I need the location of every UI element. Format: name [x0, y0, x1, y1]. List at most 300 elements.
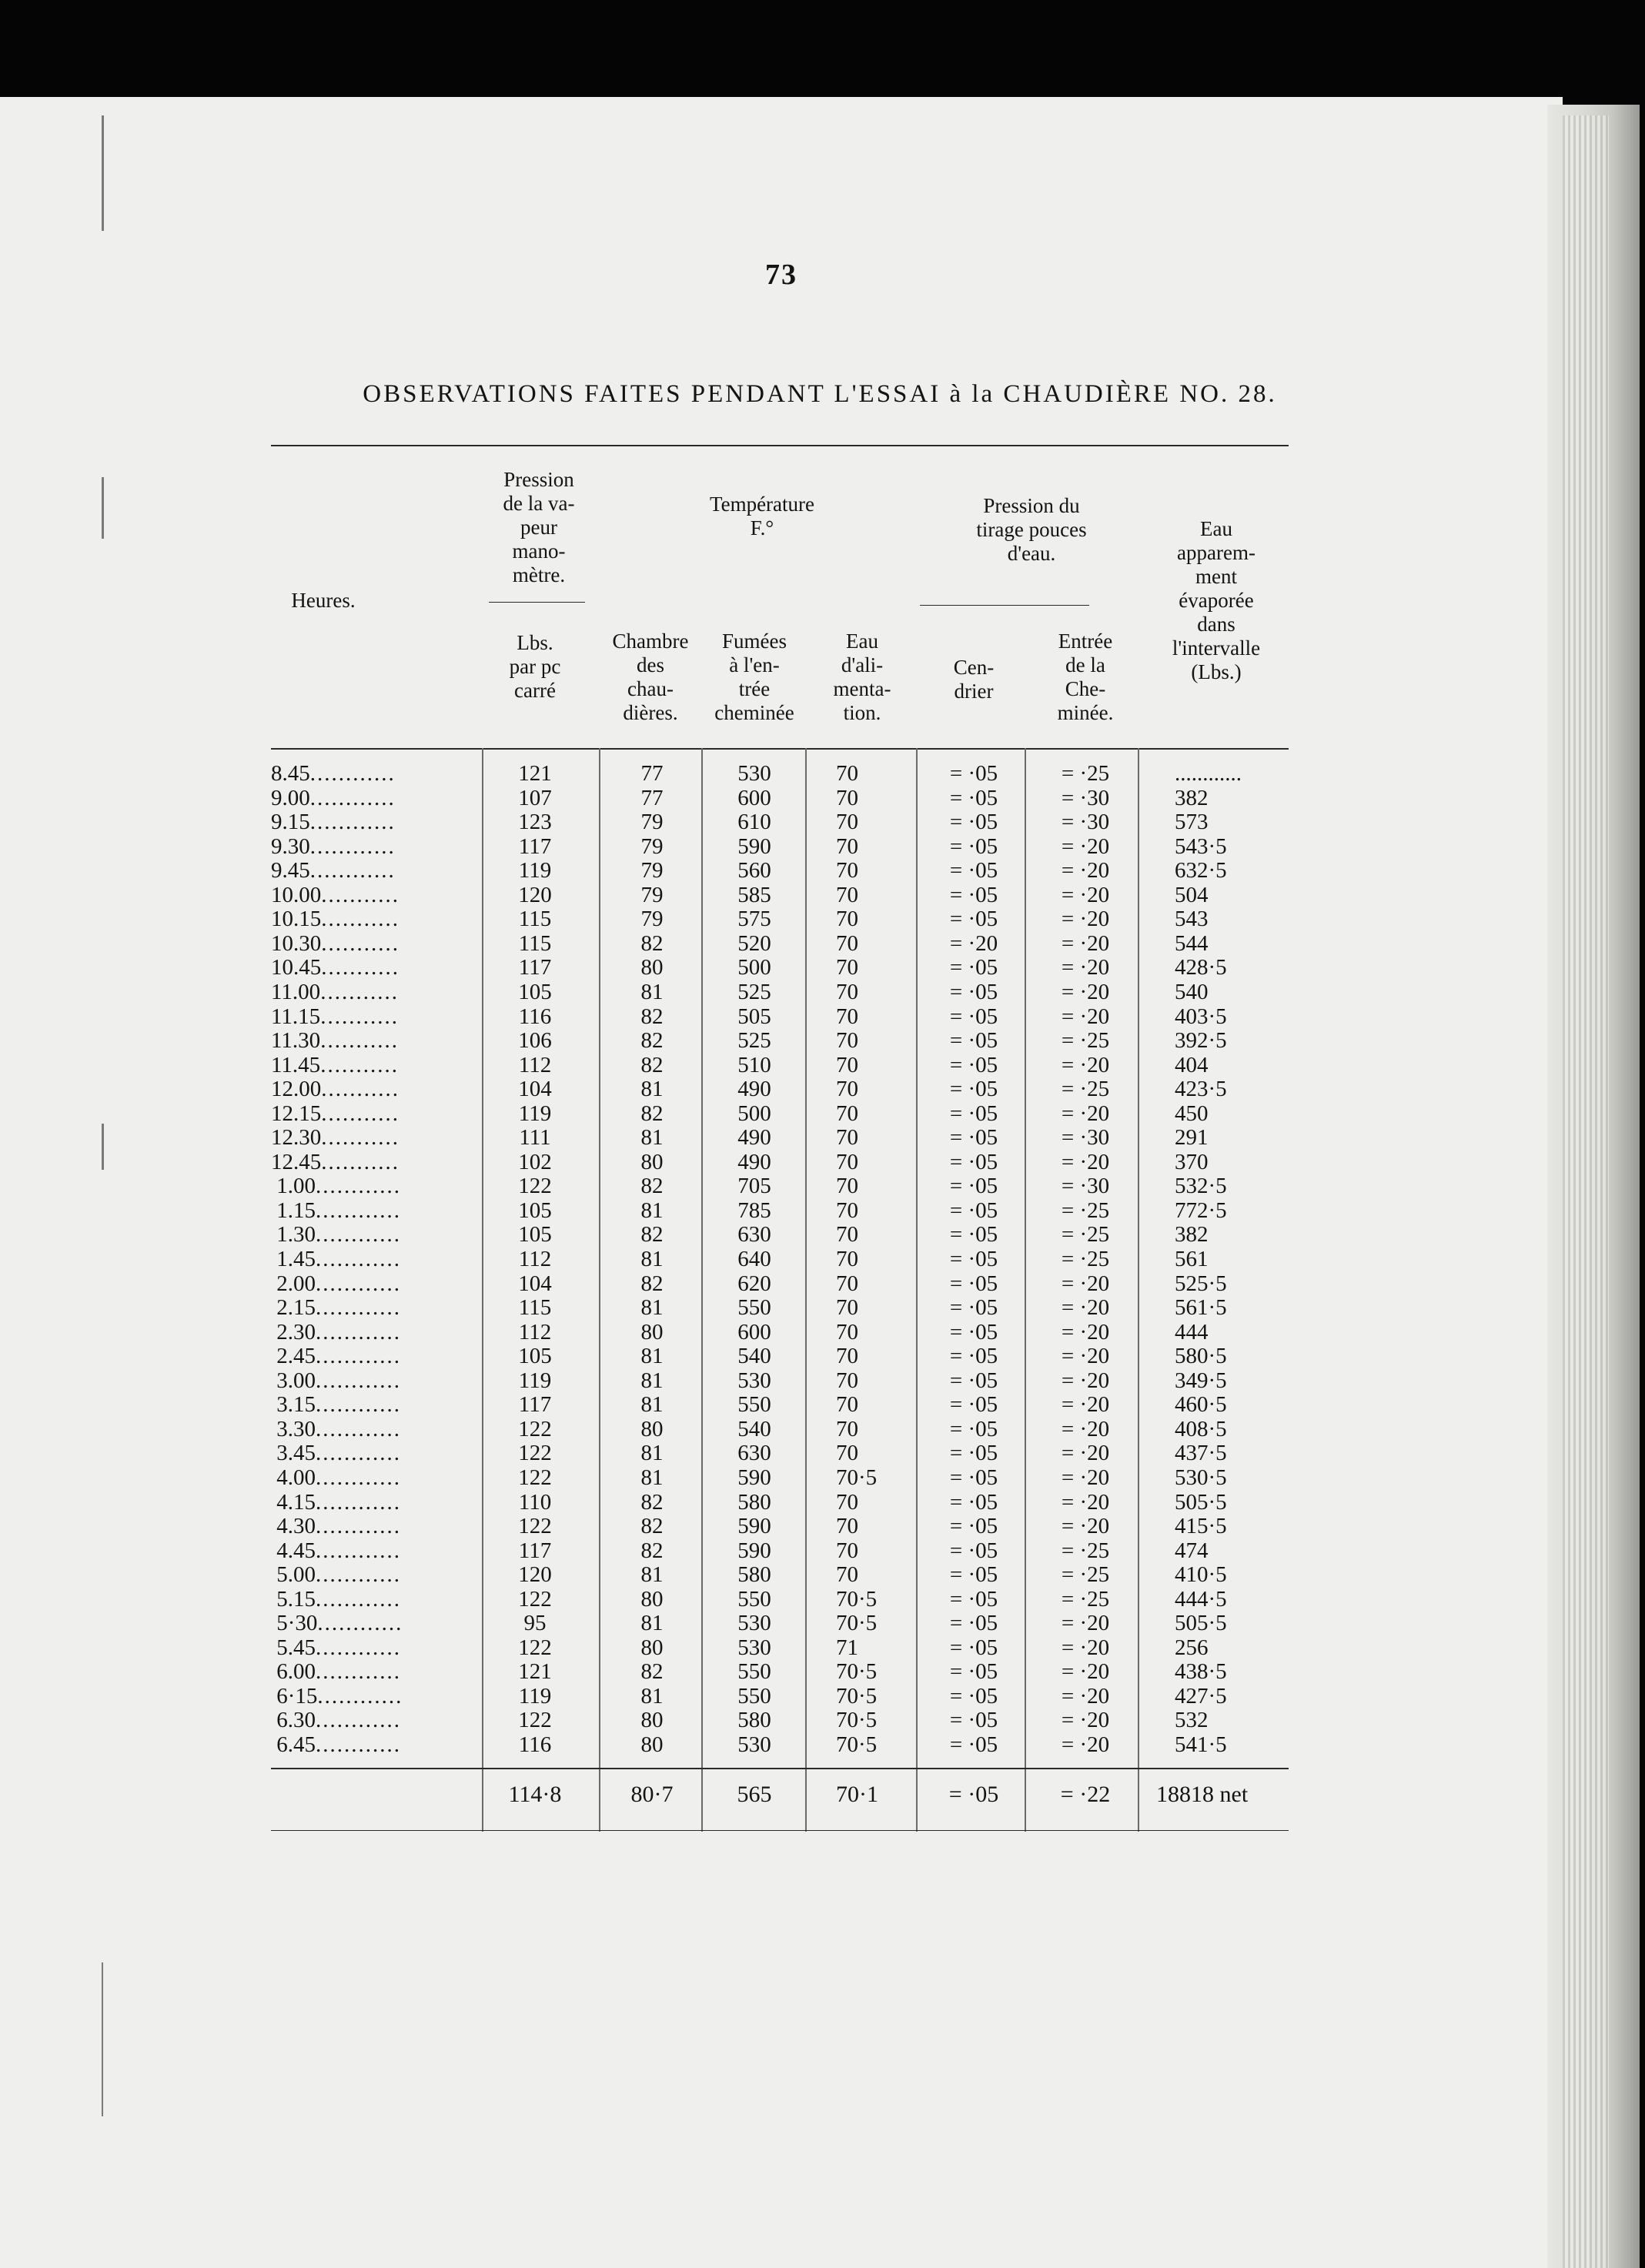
table-row — [0, 1515, 1540, 1539]
row-eau: 70 — [836, 1416, 858, 1441]
row-time-label: 1.00 — [271, 1174, 316, 1199]
leader-dots: ............ — [316, 1344, 401, 1369]
row-cendrier: = ·05 — [949, 1344, 998, 1369]
row-pression: 105 — [518, 979, 552, 1004]
row-cendrier: = ·05 — [949, 833, 998, 859]
table-row — [0, 1369, 1540, 1394]
row-cendrier: = ·05 — [949, 1708, 998, 1733]
row-evaporee: 427·5 — [1175, 1683, 1227, 1709]
leader-dots: ........... — [321, 1125, 400, 1151]
row-fumees: 580 — [737, 1562, 771, 1588]
row-pression: 122 — [518, 1416, 552, 1441]
row-fumees: 590 — [737, 833, 771, 859]
row-fumees: 580 — [737, 1489, 771, 1515]
page-number: 73 — [765, 259, 797, 291]
row-fumees: 550 — [737, 1295, 771, 1321]
row-entree: = ·20 — [1061, 1489, 1110, 1515]
row-cendrier: = ·05 — [949, 1635, 998, 1660]
row-evaporee: 543·5 — [1175, 833, 1227, 859]
header-rule — [489, 602, 585, 603]
row-chambre: 81 — [640, 1683, 664, 1709]
leader-dots: ............ — [316, 1368, 401, 1393]
row-time — [271, 762, 479, 787]
row-chambre: 80 — [640, 1708, 664, 1733]
leader-dots: ............ — [316, 1562, 401, 1588]
row-time — [271, 1733, 479, 1758]
row-entree: = ·20 — [1061, 1732, 1110, 1757]
row-evaporee: 580·5 — [1175, 1344, 1227, 1369]
row-chambre: 81 — [640, 1247, 664, 1271]
row-time — [271, 1539, 479, 1564]
title-rule — [271, 445, 1289, 446]
table-row — [0, 1660, 1540, 1685]
row-time-label: 11.45 — [271, 1052, 321, 1077]
row-time — [271, 1054, 479, 1078]
leader-dots: ............ — [316, 1441, 401, 1466]
row-evaporee: 561 — [1175, 1247, 1209, 1271]
row-time — [271, 1344, 479, 1369]
row-cendrier: = ·05 — [949, 1416, 998, 1441]
row-entree: = ·30 — [1061, 1174, 1110, 1199]
row-entree: = ·20 — [1061, 930, 1110, 956]
row-time-label: 1.30 — [271, 1222, 316, 1248]
total-entree: = ·22 — [1060, 1782, 1111, 1807]
row-cendrier: = ·05 — [949, 1271, 998, 1296]
row-chambre: 79 — [640, 907, 664, 932]
row-pression: 105 — [518, 1344, 552, 1369]
row-evaporee: 525·5 — [1175, 1271, 1227, 1296]
row-time-label: 1.45 — [271, 1247, 316, 1271]
row-chambre: 81 — [640, 1465, 664, 1490]
row-time-label: 6.00 — [271, 1659, 316, 1685]
row-chambre: 80 — [640, 1319, 664, 1344]
row-cendrier: = ·05 — [949, 1611, 998, 1636]
row-cendrier: = ·05 — [949, 1174, 998, 1199]
row-time-label: 12.00 — [271, 1077, 322, 1102]
leader-dots: ........... — [320, 979, 399, 1004]
row-evaporee: 544 — [1175, 930, 1209, 956]
row-time — [271, 980, 479, 1005]
row-time — [271, 1223, 479, 1248]
row-fumees: 520 — [737, 930, 771, 956]
row-time — [271, 1174, 479, 1199]
row-eau: 70·5 — [836, 1708, 878, 1733]
row-pression: 122 — [518, 1514, 552, 1539]
row-time-label: 11.15 — [271, 1004, 321, 1029]
row-time — [271, 956, 479, 980]
row-time-label: 9.30 — [271, 833, 310, 859]
row-chambre: 81 — [640, 1368, 664, 1393]
row-fumees: 640 — [737, 1247, 771, 1271]
row-evaporee: 410·5 — [1175, 1562, 1227, 1588]
leader-dots: ............ — [316, 1392, 401, 1418]
row-pression: 122 — [518, 1586, 552, 1612]
row-pression: 121 — [518, 761, 552, 786]
row-entree: = ·30 — [1061, 810, 1110, 835]
row-eau: 70 — [836, 1319, 858, 1344]
row-time-label: 5.00 — [271, 1562, 316, 1588]
row-chambre: 81 — [640, 1392, 664, 1418]
leader-dots: ............ — [317, 1683, 403, 1709]
row-eau: 70 — [836, 1562, 858, 1588]
row-entree: = ·20 — [1061, 1149, 1110, 1174]
table-row — [0, 1733, 1540, 1758]
row-time — [271, 1563, 479, 1588]
header-heures: Heures. — [291, 589, 356, 612]
row-fumees: 550 — [737, 1683, 771, 1709]
header-eau-evaporee: Eau apparem- ment évaporée dans l'intervalle (Lbs.) — [1172, 517, 1261, 683]
row-chambre: 79 — [640, 810, 664, 835]
row-eau: 70 — [836, 1222, 858, 1248]
header-pression-vapeur: Pression de la va- peur mano- mètre. — [503, 468, 575, 586]
row-evaporee: 504 — [1175, 882, 1209, 907]
row-entree: = ·30 — [1061, 785, 1110, 810]
row-time-label: 6.45 — [271, 1732, 316, 1757]
leader-dots: ............ — [316, 1465, 401, 1490]
row-evaporee: 543 — [1175, 907, 1209, 932]
row-chambre: 80 — [640, 955, 664, 980]
row-eau: 70 — [836, 1028, 858, 1054]
row-evaporee: 403·5 — [1175, 1004, 1227, 1029]
row-chambre: 81 — [640, 1441, 664, 1466]
table-row — [0, 907, 1540, 932]
table-row — [0, 1491, 1540, 1515]
row-cendrier: = ·05 — [949, 1222, 998, 1248]
row-time — [271, 1491, 479, 1515]
header-entree-cheminee: Entrée de la Che- minée. — [1057, 630, 1114, 724]
row-eau: 70 — [836, 1538, 858, 1563]
row-cendrier: = ·05 — [949, 1319, 998, 1344]
row-pression: 120 — [518, 1562, 552, 1588]
leader-dots: ............ — [309, 761, 396, 786]
leader-dots: ............ — [316, 1586, 401, 1612]
row-chambre: 80 — [640, 1149, 664, 1174]
row-eau: 70 — [836, 1489, 858, 1515]
row-fumees: 530 — [737, 1611, 771, 1636]
row-eau: 70 — [836, 1149, 858, 1174]
row-entree: = ·25 — [1061, 1562, 1110, 1588]
row-eau: 70 — [836, 1392, 858, 1418]
row-chambre: 82 — [640, 1489, 664, 1515]
table-row — [0, 1441, 1540, 1466]
row-time — [271, 835, 479, 860]
row-cendrier: = ·05 — [949, 1101, 998, 1126]
table-row — [0, 1248, 1540, 1272]
leader-dots: ............ — [317, 1611, 403, 1636]
row-time-label: 5·30 — [271, 1611, 318, 1636]
row-chambre: 81 — [640, 1562, 664, 1588]
row-eau: 70 — [836, 1271, 858, 1296]
row-fumees: 525 — [737, 979, 771, 1004]
row-entree: = ·20 — [1061, 882, 1110, 907]
row-pression: 105 — [518, 1222, 552, 1248]
row-entree: = ·20 — [1061, 1708, 1110, 1733]
row-entree: = ·20 — [1061, 1271, 1110, 1296]
row-chambre: 80 — [640, 1416, 664, 1441]
row-time-label: 3.15 — [271, 1392, 316, 1418]
table-row — [0, 1466, 1540, 1491]
row-chambre: 79 — [640, 833, 664, 859]
row-entree: = ·20 — [1061, 1344, 1110, 1369]
row-pression: 104 — [518, 1077, 552, 1102]
row-fumees: 490 — [737, 1077, 771, 1102]
row-fumees: 540 — [737, 1416, 771, 1441]
page-stack-edges — [1563, 115, 1609, 2268]
row-cendrier: = ·05 — [949, 1465, 998, 1490]
row-pression: 112 — [518, 1052, 552, 1077]
row-eau: 70 — [836, 1344, 858, 1369]
row-entree: = ·25 — [1061, 761, 1110, 786]
row-chambre: 81 — [640, 1197, 664, 1223]
row-cendrier: = ·05 — [949, 1538, 998, 1563]
row-evaporee: 404 — [1175, 1052, 1209, 1077]
leader-dots: ............ — [316, 1197, 401, 1223]
table-row — [0, 1199, 1540, 1224]
table-row — [0, 1321, 1540, 1345]
row-time — [271, 1321, 479, 1345]
table-row — [0, 1126, 1540, 1151]
row-pression: 117 — [518, 1392, 552, 1418]
row-time-label: 4.00 — [271, 1465, 316, 1490]
row-fumees: 530 — [737, 1368, 771, 1393]
leader-dots: ............ — [316, 1271, 401, 1296]
row-cendrier: = ·05 — [949, 761, 998, 786]
row-pression: 122 — [518, 1441, 552, 1466]
row-eau: 70 — [836, 930, 858, 956]
leader-dots: ............ — [316, 1732, 401, 1757]
row-entree: = ·20 — [1061, 955, 1110, 980]
row-chambre: 79 — [640, 882, 664, 907]
row-eau: 70·5 — [836, 1465, 878, 1490]
row-time — [271, 1369, 479, 1394]
row-fumees: 525 — [737, 1028, 771, 1054]
row-entree: = ·20 — [1061, 1004, 1110, 1029]
table-row — [0, 1612, 1540, 1636]
total-eau: 70·1 — [836, 1782, 878, 1807]
header-temperature: Température F.° — [709, 493, 815, 539]
row-time-label: 3.30 — [271, 1416, 316, 1441]
row-chambre: 81 — [640, 1077, 664, 1102]
row-chambre: 81 — [640, 1344, 664, 1369]
row-time — [271, 810, 479, 835]
row-pression: 104 — [518, 1271, 552, 1296]
row-chambre: 81 — [640, 1295, 664, 1321]
leader-dots: ........... — [321, 1149, 400, 1174]
row-time-label: 5.45 — [271, 1635, 316, 1660]
row-time-label: 10.45 — [271, 955, 322, 980]
row-evaporee: 505·5 — [1175, 1611, 1227, 1636]
total-chambre: 80·7 — [630, 1782, 674, 1807]
row-entree: = ·25 — [1061, 1028, 1110, 1054]
row-pression: 122 — [518, 1635, 552, 1660]
row-eau: 70 — [836, 785, 858, 810]
row-cendrier: = ·05 — [949, 1441, 998, 1466]
row-cendrier: = ·05 — [949, 785, 998, 810]
row-time — [271, 1393, 479, 1418]
row-eau: 70 — [836, 858, 858, 883]
table-row — [0, 1588, 1540, 1612]
row-eau: 70 — [836, 1247, 858, 1271]
row-fumees: 530 — [737, 1732, 771, 1757]
row-cendrier: = ·05 — [949, 1683, 998, 1709]
row-evaporee: 541·5 — [1175, 1732, 1227, 1757]
row-chambre: 82 — [640, 1222, 664, 1248]
row-eau: 70 — [836, 1368, 858, 1393]
row-cendrier: = ·05 — [949, 1732, 998, 1757]
row-time — [271, 859, 479, 883]
row-time-label: 6.30 — [271, 1708, 316, 1733]
row-cendrier: = ·05 — [949, 858, 998, 883]
table-row — [0, 1344, 1540, 1369]
row-cendrier: = ·05 — [949, 907, 998, 932]
table-row — [0, 1223, 1540, 1248]
row-pression: 117 — [518, 833, 552, 859]
table-row — [0, 1709, 1540, 1733]
leader-dots: ............ — [316, 1247, 401, 1271]
row-entree: = ·20 — [1061, 1319, 1110, 1344]
row-eau: 70 — [836, 907, 858, 932]
leader-dots: ........... — [321, 1077, 400, 1102]
row-time-label: 3.45 — [271, 1441, 316, 1466]
leader-dots: ............ — [309, 858, 396, 883]
header-bottom-rule — [271, 748, 1289, 750]
row-entree: = ·25 — [1061, 1586, 1110, 1612]
row-fumees: 530 — [737, 1635, 771, 1660]
row-time — [271, 1636, 479, 1661]
row-fumees: 575 — [737, 907, 771, 932]
leader-dots: ............ — [316, 1635, 401, 1660]
row-fumees: 560 — [737, 858, 771, 883]
table-row — [0, 1029, 1540, 1054]
row-eau: 70 — [836, 1174, 858, 1199]
row-evaporee: 370 — [1175, 1149, 1209, 1174]
row-time-label: 4.30 — [271, 1514, 316, 1539]
row-chambre: 82 — [640, 1659, 664, 1685]
row-eau: 70·5 — [836, 1683, 878, 1709]
row-cendrier: = ·05 — [949, 882, 998, 907]
row-fumees: 590 — [737, 1538, 771, 1563]
row-time-label: 1.15 — [271, 1197, 316, 1223]
row-time — [271, 1126, 479, 1151]
row-chambre: 80 — [640, 1635, 664, 1660]
row-pression: 117 — [518, 955, 552, 980]
row-fumees: 550 — [737, 1392, 771, 1418]
row-cendrier: = ·05 — [949, 1149, 998, 1174]
row-chambre: 82 — [640, 1101, 664, 1126]
row-fumees: 600 — [737, 1319, 771, 1344]
row-cendrier: = ·05 — [949, 1197, 998, 1223]
row-evaporee: 423·5 — [1175, 1077, 1227, 1102]
row-eau: 70 — [836, 955, 858, 980]
table-title: OBSERVATIONS FAITES PENDANT L'ESSAI à la CHAUDIÈRE NO. 28. — [363, 380, 1277, 408]
row-entree: = ·20 — [1061, 1295, 1110, 1321]
row-fumees: 585 — [737, 882, 771, 907]
row-time-label: 2.15 — [271, 1295, 316, 1321]
table-row — [0, 859, 1540, 883]
row-time-label: 9.00 — [271, 785, 310, 810]
row-cendrier: = ·05 — [949, 1077, 998, 1102]
row-evaporee: ............ — [1175, 761, 1242, 786]
row-pression: 121 — [518, 1659, 552, 1685]
totals-rule — [271, 1768, 1289, 1769]
row-eau: 70·5 — [836, 1659, 878, 1685]
row-fumees: 620 — [737, 1271, 771, 1296]
row-evaporee: 530·5 — [1175, 1465, 1227, 1490]
row-pression: 106 — [518, 1028, 552, 1054]
row-time — [271, 932, 479, 957]
row-evaporee: 349·5 — [1175, 1368, 1227, 1393]
row-cendrier: = ·05 — [949, 1514, 998, 1539]
row-time-label: 8.45 — [271, 761, 310, 786]
row-fumees: 630 — [737, 1441, 771, 1466]
header-lbs: Lbs. par pc carré — [509, 631, 561, 702]
table-row — [0, 835, 1540, 860]
table-bottom-rule — [271, 1830, 1289, 1831]
leader-dots: ............ — [316, 1659, 401, 1685]
leader-dots: ........... — [320, 1052, 399, 1077]
row-chambre: 82 — [640, 1028, 664, 1054]
total-fumees: 565 — [737, 1782, 772, 1807]
header-eau-alimentation: Eau d'ali- menta- tion. — [833, 630, 891, 724]
row-evaporee: 437·5 — [1175, 1441, 1227, 1466]
row-evaporee: 428·5 — [1175, 955, 1227, 980]
row-evaporee: 532·5 — [1175, 1174, 1227, 1199]
row-evaporee: 460·5 — [1175, 1392, 1227, 1418]
leader-dots: ............ — [316, 1174, 401, 1199]
row-pression: 111 — [519, 1125, 551, 1151]
row-pression: 119 — [518, 1101, 552, 1126]
row-fumees: 500 — [737, 1101, 771, 1126]
leader-dots: ............ — [316, 1222, 401, 1248]
row-entree: = ·20 — [1061, 1368, 1110, 1393]
row-cendrier: = ·05 — [949, 955, 998, 980]
row-fumees: 550 — [737, 1659, 771, 1685]
row-fumees: 590 — [737, 1514, 771, 1539]
leader-dots: ............ — [316, 1416, 401, 1441]
row-entree: = ·30 — [1061, 1125, 1110, 1151]
row-entree: = ·20 — [1061, 1101, 1110, 1126]
row-cendrier: = ·05 — [949, 1052, 998, 1077]
row-cendrier: = ·20 — [949, 930, 998, 956]
total-pression: 114·8 — [508, 1782, 562, 1807]
row-entree: = ·25 — [1061, 1197, 1110, 1223]
row-entree: = ·20 — [1061, 979, 1110, 1004]
row-chambre: 82 — [640, 1174, 664, 1199]
table-row — [0, 1636, 1540, 1661]
row-evaporee: 772·5 — [1175, 1197, 1227, 1223]
row-evaporee: 444 — [1175, 1319, 1209, 1344]
table-row — [0, 956, 1540, 980]
row-fumees: 550 — [737, 1586, 771, 1612]
row-pression: 120 — [518, 882, 552, 907]
row-evaporee: 573 — [1175, 810, 1209, 835]
row-chambre: 82 — [640, 1538, 664, 1563]
leader-dots: ........... — [321, 907, 400, 932]
row-pression: 116 — [518, 1004, 552, 1029]
row-fumees: 490 — [737, 1125, 771, 1151]
row-pression: 122 — [518, 1465, 552, 1490]
row-eau: 71 — [836, 1635, 858, 1660]
leader-dots: ........... — [321, 930, 400, 956]
row-evaporee: 256 — [1175, 1635, 1209, 1660]
leader-dots: ............ — [316, 1489, 401, 1515]
row-time-label: 2.30 — [271, 1319, 316, 1344]
row-pression: 115 — [518, 930, 552, 956]
row-time — [271, 1418, 479, 1442]
row-fumees: 630 — [737, 1222, 771, 1248]
total-evaporee: 18818 net — [1156, 1782, 1249, 1807]
row-time — [271, 787, 479, 811]
